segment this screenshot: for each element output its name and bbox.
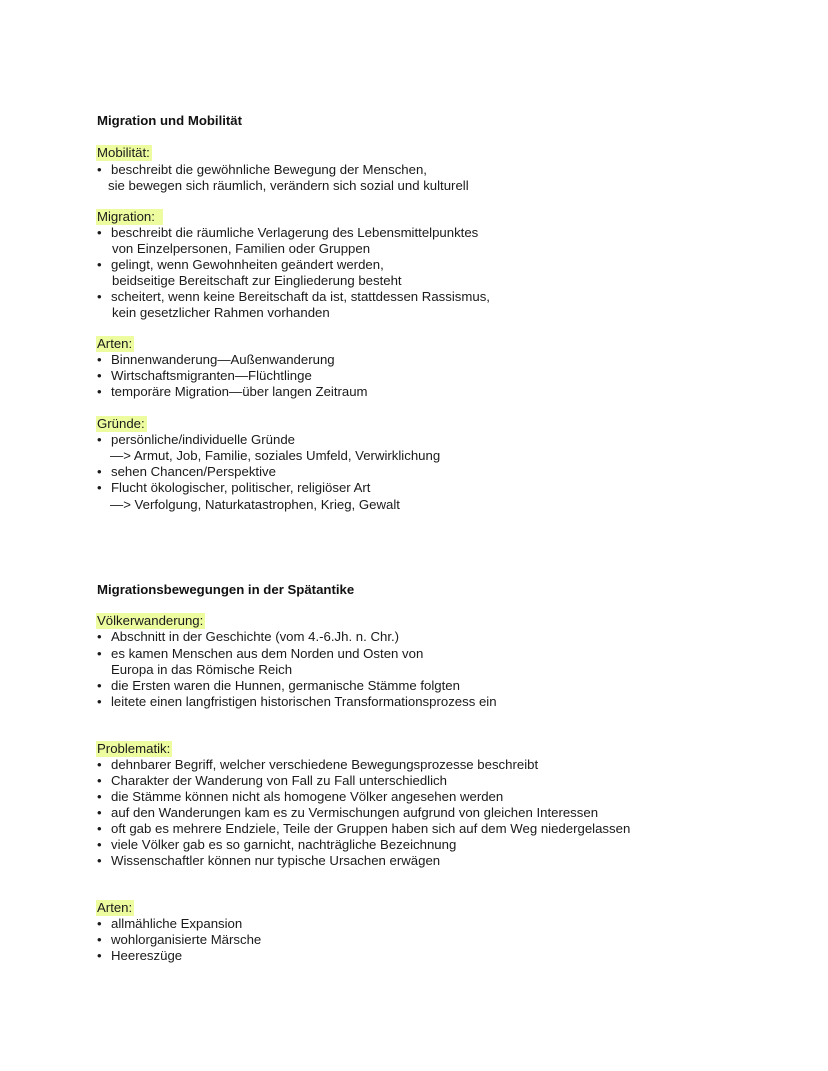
bullet: • — [97, 629, 102, 644]
subheading-arten-spaetantike: Arten: — [97, 900, 133, 915]
list-item-text: Binnenwanderung—Außenwanderung — [111, 352, 335, 367]
list-item-text: gelingt, wenn Gewohnheiten geändert werden, — [111, 257, 384, 272]
bullet: • — [97, 352, 102, 367]
bullet: • — [97, 694, 102, 709]
list-item-text: Wirtschaftsmigranten—Flüchtlinge — [111, 368, 312, 383]
section-title: Migration und Mobilität — [97, 113, 243, 128]
list-item-text: Flucht ökologischer, politischer, religiöser Art — [111, 480, 371, 495]
list-item-text: Charakter der Wanderung von Fall zu Fall unterschiedlich — [111, 773, 447, 788]
list-item-continuation: beidseitige Bereitschaft zur Eingliederung besteht — [112, 273, 402, 288]
bullet: • — [97, 368, 102, 383]
bullet: • — [97, 432, 102, 447]
list-item-text: oft gab es mehrere Endziele, Teile der Gruppen haben sich auf dem Weg niedergelassen — [111, 821, 631, 836]
bullet: • — [97, 948, 102, 963]
list-item-text: temporäre Migration—über langen Zeitraum — [111, 384, 368, 399]
list-item-continuation: kein gesetzlicher Rahmen vorhanden — [112, 305, 330, 320]
list-item-text: allmähliche Expansion — [111, 916, 243, 931]
list-item-text: Abschnitt in der Geschichte (vom 4.-6.Jh. n. Chr.) — [111, 629, 400, 644]
subheading-gruende: Gründe: — [97, 416, 145, 431]
bullet: • — [97, 678, 102, 693]
bullet: • — [97, 805, 102, 820]
bullet: • — [97, 916, 102, 931]
list-item-text: es kamen Menschen aus dem Norden und Osten von — [111, 646, 424, 661]
list-item-text: sehen Chancen/Perspektive — [111, 464, 276, 479]
list-item-text: Heereszüge — [111, 948, 183, 963]
bullet: • — [97, 646, 102, 661]
bullet: • — [97, 789, 102, 804]
list-item-text: die Ersten waren die Hunnen, germanische Stämme folgten — [111, 678, 460, 693]
list-item-continuation: —> Armut, Job, Familie, soziales Umfeld, Verwirklichung — [110, 448, 441, 463]
subheading-arten: Arten: — [97, 336, 133, 351]
list-item-text: wohlorganisierte Märsche — [111, 932, 262, 947]
bullet: • — [97, 773, 102, 788]
list-item-text: auf den Wanderungen kam es zu Vermischungen aufgrund von gleichen Interessen — [111, 805, 599, 820]
bullet: • — [97, 162, 102, 177]
bullet: • — [97, 757, 102, 772]
bullet: • — [97, 464, 102, 479]
bullet: • — [97, 257, 102, 272]
subheading-problematik: Problematik: — [97, 741, 171, 756]
subheading-voelkerwanderung: Völkerwanderung: — [97, 613, 204, 628]
list-item-text: die Stämme können nicht als homogene Völker angesehen werden — [111, 789, 504, 804]
bullet: • — [97, 853, 102, 868]
list-item-text: beschreibt die räumliche Verlagerung des Lebensmittelpunktes — [111, 225, 479, 240]
subheading-mobilitaet: Mobilität: — [97, 145, 150, 160]
list-item-text: viele Völker gab es so garnicht, nachträgliche Bezeichnung — [111, 837, 457, 852]
list-item-text: dehnbarer Begriff, welcher verschiedene Bewegungsprozesse beschreibt — [111, 757, 539, 772]
bullet: • — [97, 384, 102, 399]
list-item-text: Wissenschaftler können nur typische Ursachen erwägen — [111, 853, 441, 868]
bullet: • — [97, 837, 102, 852]
list-item-continuation: Europa in das Römische Reich — [111, 662, 293, 677]
list-item-text: beschreibt die gewöhnliche Bewegung der Menschen, — [111, 162, 427, 177]
list-item-continuation: sie bewegen sich räumlich, verändern sich sozial und kulturell — [108, 178, 469, 193]
bullet: • — [97, 225, 102, 240]
list-item-continuation: von Einzelpersonen, Familien oder Gruppen — [112, 241, 371, 256]
list-item-text: scheitert, wenn keine Bereitschaft da ist, stattdessen Rassismus, — [111, 289, 490, 304]
section-title: Migrationsbewegungen in der Spätantike — [97, 582, 355, 597]
subheading-migration: Migration: — [96, 209, 163, 225]
list-item-continuation: —> Verfolgung, Naturkatastrophen, Krieg, Gewalt — [110, 497, 400, 512]
list-item-text: persönliche/individuelle Gründe — [111, 432, 296, 447]
bullet: • — [97, 480, 102, 495]
bullet: • — [97, 821, 102, 836]
bullet: • — [97, 932, 102, 947]
bullet: • — [97, 289, 102, 304]
list-item-text: leitete einen langfristigen historischen Transformationsprozess ein — [111, 694, 497, 709]
